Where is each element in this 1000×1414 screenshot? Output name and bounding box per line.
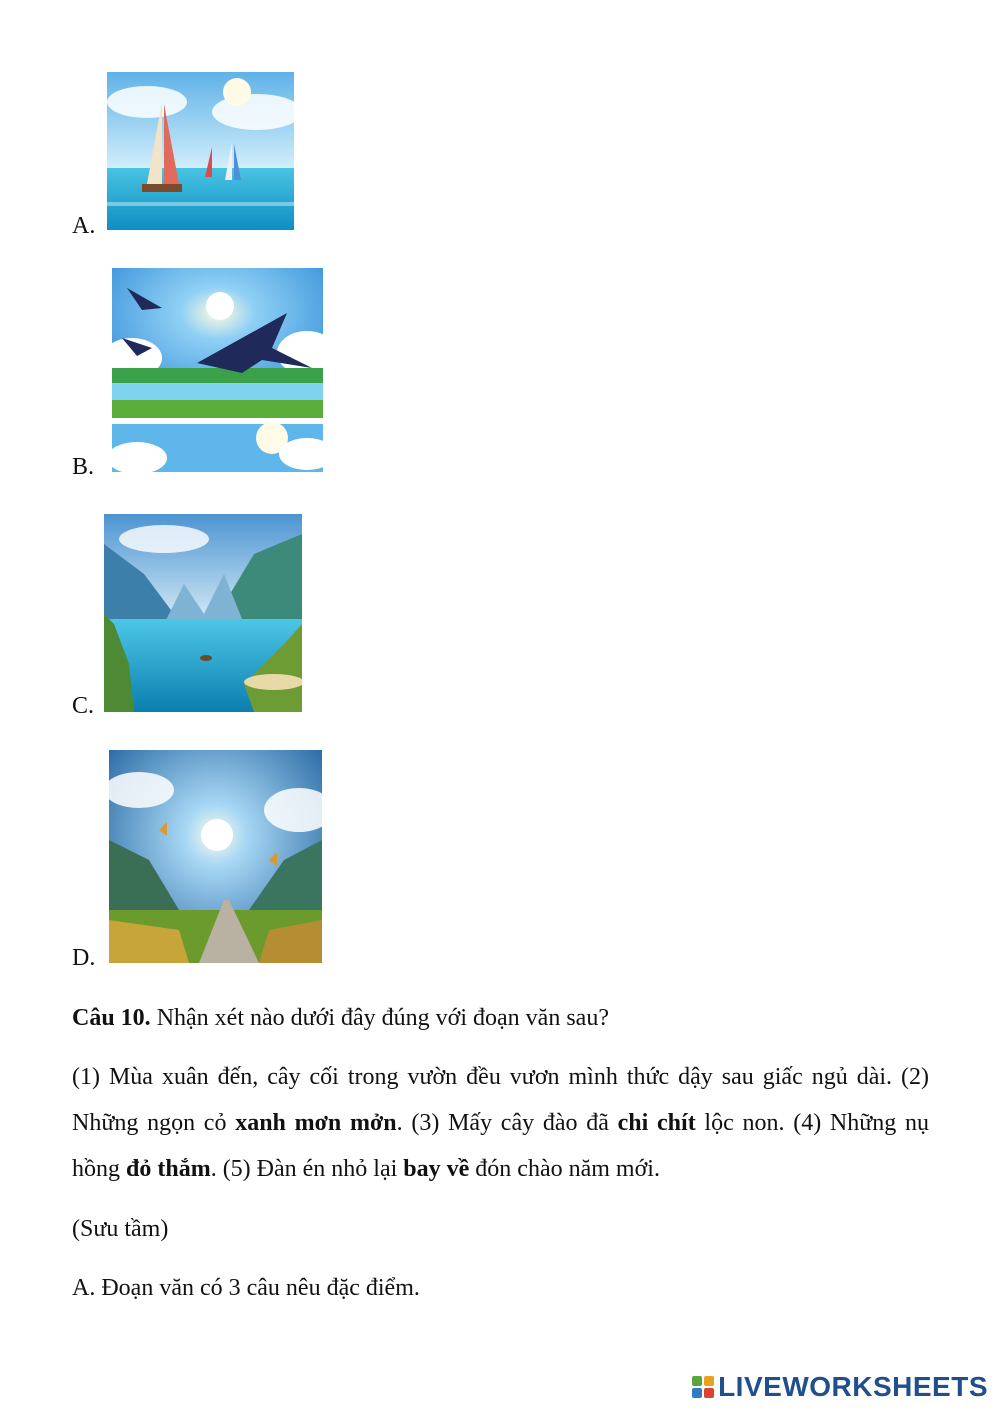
liveworksheets-logo [692,1372,988,1402]
liveworksheets-logo-text: LIVEWORKSHEETS [718,1371,988,1402]
passage-sentence-4-post: . [210,1156,223,1182]
question-10-line [72,1003,609,1033]
passage-paragraph [72,1054,929,1192]
question-number: Câu 10. [72,1005,151,1031]
swallows-sun-lake-image-lower-strip [112,424,323,472]
passage-sentence-1: (1) Mùa xuân đến, cây cối trong vườn đều vươn mình thức dậy sau giấc ngủ dài. [72,1064,893,1090]
passage-sentence-5-pre: (5) Đàn én nhỏ lại [222,1156,404,1182]
passage-sentence-2-post: . [396,1110,412,1136]
option-b-label[interactable]: B. [72,454,95,480]
passage-bold-chi-chit: chi chít [617,1110,696,1136]
passage-sentence-3-post: lộc non. [695,1110,794,1136]
swallows-sun-lake-image[interactable] [112,268,323,418]
sailboats-sea-image[interactable] [107,72,294,230]
option-a-label[interactable]: A. [72,213,96,239]
passage-sentence-4-pre: (4) Những nụ hồng [72,1110,930,1182]
mountain-road-butterflies-image[interactable] [109,750,322,963]
passage-sentence-5-post: đón chào năm mới. [469,1156,660,1182]
passage-bold-do-tham: đỏ thắm [126,1156,211,1182]
liveworksheets-logo-icon [692,1376,714,1398]
answer-option-a[interactable]: A. Đoạn văn có 3 câu nêu đặc điểm. [72,1275,420,1301]
passage-bold-xanh-mon-mon: xanh mơn mởn [235,1110,397,1136]
question-prompt: Nhận xét nào dưới đây đúng với đoạn văn sau? [156,1005,609,1031]
passage-sentence-2-pre: (2) Những ngọn cỏ [72,1064,930,1136]
passage-source: (Sưu tầm) [72,1216,169,1242]
option-d-label[interactable]: D. [72,945,96,971]
passage-sentence-3-pre: (3) Mấy cây đào đã [411,1110,618,1136]
passage-bold-bay-ve: bay về [403,1156,470,1182]
mountain-lake-image[interactable] [104,514,302,712]
option-c-label[interactable]: C. [72,693,95,719]
